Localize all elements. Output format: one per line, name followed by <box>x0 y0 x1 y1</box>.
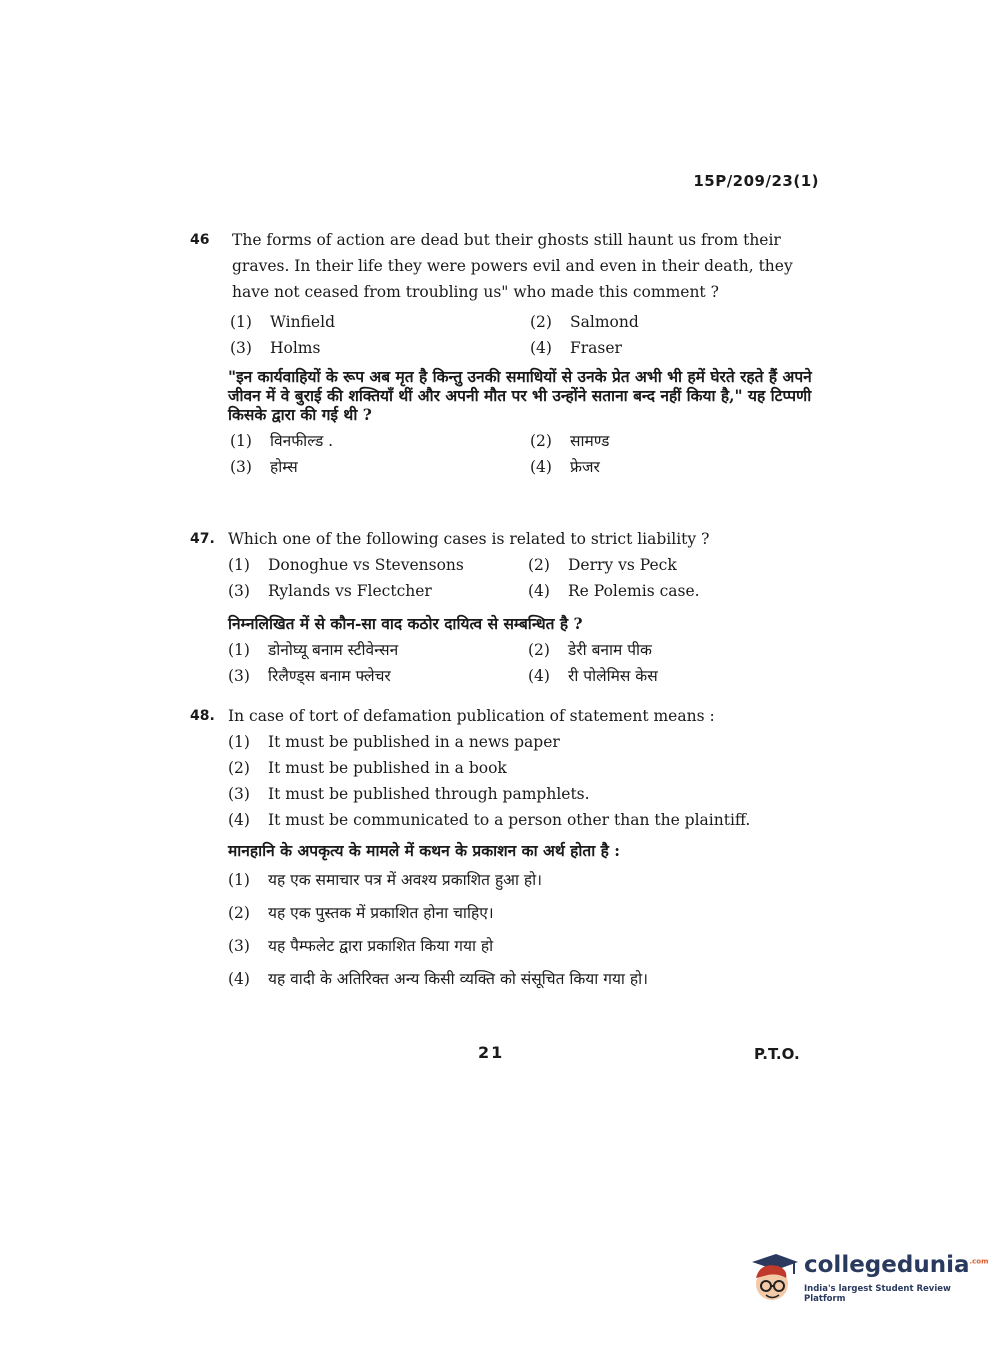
hindi-question-text: "इन कार्यवाहियों के रूप अब मृत है किन्तु उनकी समाधियों से उनके प्रेत अभी भी हमें घेरते रहते हैं अपने जीवन में वे बुराई की शक्तियाँ थीं और अपनी मौत पर भी उन्होंने सताना बन्द नहीं किया है," यह टिप्पणी किसके द्वारा की गई थी ? <box>228 367 812 424</box>
question-number: 47. <box>190 531 215 547</box>
hindi-option-2: (2) यह एक पुस्तक में प्रकाशित होना चाहिए। <box>228 904 494 922</box>
option-4: (4) It must be communicated to a person other than the plaintiff. <box>228 811 751 829</box>
question-number: 46 <box>190 232 210 248</box>
question-text: In case of tort of defamation publication of statement means : <box>228 707 715 725</box>
option-2: (2) Salmond <box>530 313 639 331</box>
page-number: 21 <box>478 1043 505 1062</box>
hindi-option-4: (4) फ्रेजर <box>530 458 600 476</box>
hindi-option-2: (2) डेरी बनाम पीक <box>528 641 652 659</box>
question-number: 48. <box>190 708 215 724</box>
option-3: (3) It must be published through pamphlets. <box>228 785 590 803</box>
page-code: 15P/209/23(1) <box>693 172 819 190</box>
options <box>228 552 820 604</box>
options <box>230 309 820 361</box>
hindi-options <box>230 428 820 480</box>
hindi-option-4: (4) री पोलेमिस केस <box>528 667 658 685</box>
question-47 <box>190 526 820 689</box>
hindi-option-1: (1) विनफील्ड . <box>230 432 334 450</box>
option-2: (2) It must be published in a book <box>228 759 507 777</box>
option-3: (3) Rylands vs Flectcher <box>228 582 432 600</box>
hindi-options <box>228 864 820 996</box>
option-1: (1) Winfield <box>230 313 335 331</box>
pto-label: P.T.O. <box>754 1045 800 1063</box>
hindi-question-text: मानहानि के अपकृत्य के मामले में कथन के प्रकाशन का अर्थ होता है : <box>228 841 620 860</box>
question-text: Which one of the following cases is related to strict liability ? <box>228 530 710 548</box>
option-4: (4) Re Polemis case. <box>528 582 700 600</box>
question-46 <box>190 227 820 480</box>
hindi-option-2: (2) सामण्ड <box>530 432 610 450</box>
option-2: (2) Derry vs Peck <box>528 556 677 574</box>
brand-tagline: India's largest Student Review Platform <box>804 1284 951 1304</box>
option-1: (1) Donoghue vs Stevensons <box>228 556 464 574</box>
hindi-option-1: (1) डोनोघ्यू बनाम स्टीवेन्सन <box>228 641 399 659</box>
option-4: (4) Fraser <box>530 339 622 357</box>
question-48 <box>190 703 820 996</box>
options <box>228 729 820 833</box>
collegedunia-logo <box>742 1248 989 1310</box>
hindi-option-1: (1) यह एक समाचार पत्र में अवश्य प्रकाशित हुआ हो। <box>228 871 543 889</box>
hindi-options <box>228 637 820 689</box>
hindi-option-3: (3) होम्स <box>230 458 298 476</box>
option-1: (1) It must be published in a news paper <box>228 733 560 751</box>
mascot-icon <box>742 1248 800 1310</box>
hindi-option-3: (3) रिलैण्ड्स बनाम फ्लेचर <box>228 667 391 685</box>
hindi-question-text: निम्नलिखित में से कौन-सा वाद कठोर दायित्व से सम्बन्धित है ? <box>228 614 583 633</box>
question-text: The forms of action are dead but their ghosts still haunt us from their graves. In their life they were powers evil and even in their death, they have not ceased from troubling us" who made this comment ? <box>232 231 793 301</box>
hindi-option-4: (4) यह वादी के अतिरिक्त अन्य किसी व्यक्ति को संसूचित किया गया हो। <box>228 970 648 988</box>
option-3: (3) Holms <box>230 339 321 357</box>
brand-name: collegedunia$^{.com}$ <box>804 1252 989 1278</box>
hindi-option-3: (3) यह पैम्फलेट द्वारा प्रकाशित किया गया हो <box>228 937 494 955</box>
